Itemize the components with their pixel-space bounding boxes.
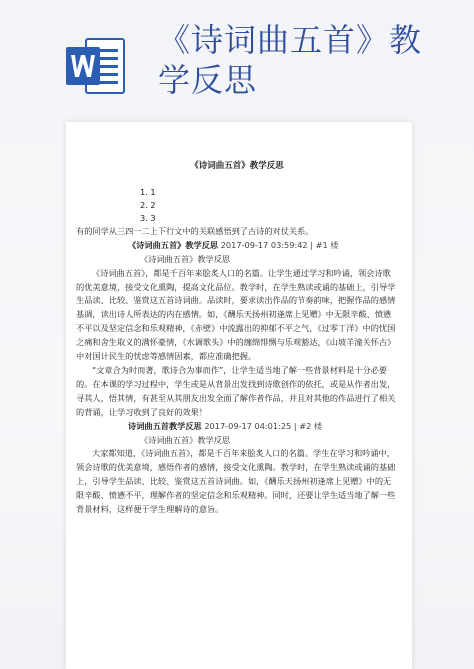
intro-paragraph: 有的同学从三四一二上下行文中的关联感悟到了古诗的对仗关系。 [76, 225, 314, 236]
header-banner [0, 0, 474, 140]
post-date: 2017-09-17 03:59:42 [220, 239, 308, 250]
post-header [76, 420, 398, 434]
post-header [76, 239, 398, 253]
post-paragraph: 《诗词曲五首》，都是千百年来脍炙人口的名篇。让学生通过学习和吟诵，领会诗歌的优美意境，接受文化熏陶，提高文化品位。教学时，在学生熟读或诵的基础上，引导学生品读、比较、鉴赏这五首诗词曲。品读时，要求读出作品的节奏韵味，把握作品的感情基调，读出诗人所表达的内在感情。如，《酬乐天扬州初逢席上见赠》中无限辛酸、愤懑不平以及坚定信念和乐观精神，《赤壁》中流露出的抑郁不平之气，《过零丁洋》中的忧国之痛和舍生取义的满怀豪情，《水调歌头》中的缠绵悱恻与乐观豁达，《山坡羊潼关怀古》中对国计民生的忧虑等感情因素，都应准确把握。 [76, 267, 396, 362]
header-title-line-2: 学反思 [158, 61, 258, 99]
post-subtitle: 《诗词曲五首》教学反思 [140, 434, 231, 445]
word-icon [64, 35, 126, 97]
list-item: 3. 3 [140, 212, 156, 223]
list-item: 2. 2 [140, 199, 156, 210]
post-floor: | #1 楼 [310, 239, 339, 250]
post-title: 诗词曲五首教学反思 [128, 420, 202, 431]
list-item: 1. 1 [140, 186, 156, 197]
document-content [76, 160, 398, 517]
post-paragraph: 大家都知道，《诗词曲五首》，都是千百年来脍炙人口的名篇。学生在学习和吟诵中，领会诗歌的优美意境，感悟作者的感情，接受文化熏陶。教学时，在学生熟读或诵的基础上，引导学生品读、比较、鉴赏这五首诗词曲。如，《酬乐天扬州初逢席上见赠》中的无限辛酸、愤懑不平，理解作者的坚定信念和乐观精神。同时，还要让学生适当地了解一些背景材料，这样便于学生理解诗的意旨。 [76, 448, 396, 515]
post-date: 2017-09-17 04:01:25 [204, 420, 292, 431]
post-subtitle: 《诗词曲五首》教学反思 [140, 253, 231, 264]
post-paragraph: “文章合为时而著，歌诗合为事而作”，让学生适当地了解一些背景材料是十分必要的。在本课的学习过程中，学生或是从背景出发找到诗歌创作的依托，或是从作者出发，寻其人，悟其情，有甚至从其朋友出发全面了解作者作品，并且对其他的作品进行了相关的背诵，让学习收到了良好的效果！ [76, 364, 396, 417]
post-title: 《诗词曲五首》教学反思 [128, 239, 219, 250]
post-floor: | #2 楼 [293, 420, 323, 431]
document-title: 《诗词曲五首》教学反思 [190, 161, 284, 171]
header-title-line-1: 《诗词曲五首》教 [158, 21, 423, 59]
